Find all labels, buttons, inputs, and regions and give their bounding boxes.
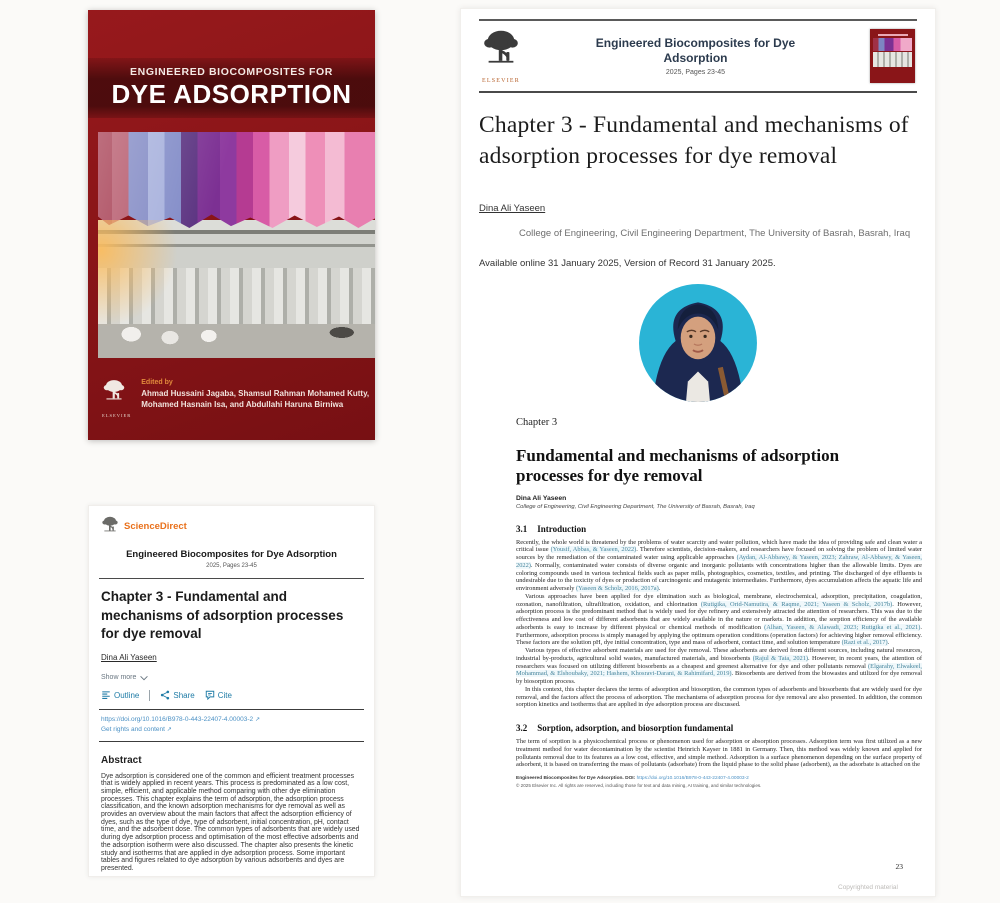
section-heading: 3.1 Introduction <box>516 523 587 534</box>
outline-icon <box>101 690 111 700</box>
elsevier-wordmark: ELSEVIER <box>482 77 520 84</box>
show-more-button[interactable] <box>101 674 362 682</box>
factory-floor <box>98 324 375 358</box>
availability-line: Available online 31 January 2025, Version of Record 31 January 2025. <box>479 257 776 269</box>
share-button[interactable] <box>160 690 194 700</box>
author-link[interactable]: Dina Ali Yaseen <box>101 652 157 662</box>
body-paragraph: Various types of effective adsorbent materials are used for dye removal. These adsorbents are derived from different sources, including natural resources, industrial by-products, agricultural solid wastes, manufactured materials, and biosorbents (Rajul & Taia, 2021). However, in recent years, the attention of researchers was focused on utilizing different biosorbents as a cheapest and greenest alternative for dye and other pollutants removal (Elgarahy, Elwakeel, Mohammad, & Elshoubaky, 2021; Hashem, Khosravi-Darani, & Rahimifard, 2019). Biosorbents are derived from the biowastes and utilized for dye removal by biosorption process. <box>516 647 922 686</box>
book-page-content <box>516 417 922 788</box>
section-heading: 3.2 Sorption, adsorption, and biosorption fundamental <box>516 723 734 734</box>
body-paragraph: Various approaches have been applied for dye elimination such as biological, membrane, electrochemical, adsorption, precipitation, coagulation, ozonation, nanofiltration, ultrafiltration, oxidation, and chlorination (Rutigika, Orid-Namutira, & Raqme, 2021; Yaseen & Scholz, 2017b). However, adsorption process is the predominant method that is widely used for dye refinery and extensively attracted the attention of researchers. This was due to the effectiveness and low cost of different adsorbents that are widely available in the nature or markets. In addition, the sorption efficiency of the available adsorbents is easy to increase by different physical or chemical methods of modification (Alhan, Yaseen, & Alawadi, 2023; Rutigika et al., 2021). Furthermore, adsorption process is simply managed by applying the optimum operation conditions (operation factors) for achieving higher removal efficiency. These factors are the solution pH, dye initial concentration, type and mass of adsorbent, contact time, and solution temperature (Razi et al., 2017). <box>516 592 922 647</box>
dye-factory-image <box>98 220 375 358</box>
citation-link[interactable]: (Yousif, Abbas, & Yaseen, 2022) <box>550 546 637 554</box>
author-affiliation: College of Engineering, Civil Engineering Department, The University of Basrah, Basrah, Iraq <box>519 227 911 239</box>
author-link[interactable]: Dina Ali Yaseen <box>479 202 546 214</box>
inner-chapter-title: Fundamental and mechanisms of adsorption processes for dye removal <box>516 445 840 485</box>
action-bar <box>101 690 362 701</box>
thumbnail-machinery <box>873 52 912 67</box>
book-cover <box>88 10 375 440</box>
cover-photo <box>98 132 375 358</box>
divider <box>99 709 364 710</box>
divider <box>149 690 150 701</box>
doi-link[interactable]: https://doi.org/10.1016/B978-0-443-22407-4.00003-2 ↗ <box>101 715 260 723</box>
chevron-down-icon <box>140 674 148 682</box>
show-more-label: Show more <box>101 674 137 681</box>
cover-series-title: ENGINEERED BIOCOMPOSITES FOR <box>130 66 333 78</box>
citation-link[interactable]: (Alhan, Yaseen, & Alawadi, 2023; Rutigika et al., 2021) <box>764 623 921 631</box>
divider <box>99 578 364 579</box>
cover-title-band <box>88 58 375 118</box>
body-paragraph: The term of sorption is a physicochemical process or phenomenon used for adsorption or absorption processes. Adsorption term was first utilized as a new treatment method for water decontamination by the scientist Heinrich Kayser in 1881 in Germany. Then, this method was widely known and applied for pollutants removal due to its features as a low cost, effective, and simple method. Adsorption is a surface phenomenon depending on the surface property of adsorbent, it is based on transferring the mass of pollutants (adsorbate) from the liquid phase to the solid phase (adsorbent), as the adsorbate is attached on the <box>516 738 922 769</box>
header-pages-line: 2025, Pages 23-45 <box>665 69 726 76</box>
page-footer <box>516 776 922 788</box>
sciencedirect-card <box>88 505 375 877</box>
watermark: Copyrighted material <box>838 884 898 891</box>
citation-link[interactable]: (Elgarahy, Elwakeel, Mohammad, & Elshoubaky, 2021; Hashem, Khosravi-Darani, & Rahimifard, 2019) <box>516 662 922 678</box>
header-book-title-link[interactable]: Engineered Biocomposites for Dye Adsorption <box>595 36 796 65</box>
rights-and-content-link[interactable]: Get rights and content ↗ <box>101 725 172 733</box>
elsevier-tree-icon <box>481 29 521 75</box>
cover-footer <box>102 379 369 418</box>
factory-pipes <box>98 220 375 268</box>
external-link-icon: ↗ <box>254 716 260 723</box>
cite-icon <box>205 690 215 700</box>
inner-affiliation: College of Engineering, Civil Engineering Department, The University of Basrah, Basrah, Iraq <box>516 503 755 510</box>
chapter-label: Chapter 3 <box>516 416 558 428</box>
chapter-title: Chapter 3 - Fundamental and mechanisms of adsorption processes for dye removal <box>479 112 909 169</box>
citation-link[interactable]: (Aydan, Al-Abbawy, & Yaseen, 2023; Zahraw, Al-Abbawy, & Yaseen, 2022) <box>516 554 922 569</box>
editors-line: Ahmad Hussaini Jagaba, Shamsul Rahman Mohamed Kutty, <box>141 389 370 398</box>
elsevier-wordmark: ELSEVIER <box>102 413 132 418</box>
edited-by-label: Edited by <box>141 379 173 386</box>
divider <box>99 741 364 742</box>
book-cover-thumbnail[interactable] <box>870 29 915 83</box>
body-paragraph: Recently, the whole world is threatened by the problems of water scarcity and water pollution, which have made the idea of providing safe and clean water a critical issue (Yousif, Abbas, & Yaseen, 2022). Therefore scientists, decision-makers, and researchers have focused on solving the problem of limited water sources by the remediation of the contaminated water using applicable approaches (Aydan, Al-Abbawy, & Yaseen, 2023; Zahraw, Al-Abbawy, & Yaseen, 2022). Normally, contaminated water consists of diverse organic and inorganic pollutants with concentrations higher than the allowable limits. Dyes are coloring compounds used in various technical fields such as paper mills, photographics, cosmetics, textiles, and printing. The discharged of dye effluents is undesirable due to the toxicity of dyes or production of carcinogenic and mutagenic intermediates. Furthermore, dyes accumulation affects the aquatic life and environment adversely (Yaseen & Scholz, 2016, 2017a). <box>516 538 922 593</box>
cite-button[interactable] <box>205 690 232 700</box>
abstract-heading: Abstract <box>101 754 142 766</box>
page-header <box>479 19 917 93</box>
page-number: 23 <box>895 862 903 871</box>
thumbnail-fabric <box>873 38 912 51</box>
author-photo <box>637 282 759 404</box>
external-link-icon: ↗ <box>166 726 172 733</box>
outline-button[interactable] <box>101 690 139 700</box>
editors-line: Mohamed Hasnain Isa, and Abdullahi Haruna Birniwa <box>141 400 344 409</box>
elsevier-tree-icon <box>101 516 119 537</box>
cover-main-title: DYE ADSORPTION <box>111 79 352 109</box>
footer-doi-link[interactable]: https://doi.org/10.1016/B978-0-443-22407-4.00003-2 <box>636 776 749 782</box>
share-label: Share <box>173 690 195 700</box>
cite-label: Cite <box>217 690 232 700</box>
footer-copyright: © 2025 Elsevier Inc. All rights are reserved, including those for text and data mining, AI training, and similar technologies. <box>516 782 762 788</box>
sciencedirect-logo[interactable] <box>101 516 362 537</box>
sciencedirect-wordmark: ScienceDirect <box>124 521 187 532</box>
outline-label: Outline <box>114 690 140 700</box>
share-icon <box>160 690 170 700</box>
citation-link[interactable]: (Yaseen & Scholz, 2016, 2017a) <box>575 585 659 593</box>
citation-link[interactable]: (Rajul & Taia, 2021) <box>752 654 809 662</box>
citation-link[interactable]: (Razi et al., 2017) <box>841 639 888 647</box>
citation-link[interactable]: (Rutigika, Orid-Namutira, & Raqme, 2021; Yaseen & Scholz, 2017b) <box>700 600 893 608</box>
factory-machines <box>98 268 375 324</box>
pages-line: 2025, Pages 23-45 <box>206 563 257 569</box>
abstract-text: Dye adsorption is considered one of the common and efficient treatment processes that is widely applied in recent years. This process is predominated as a low cost, simple, efficient, and applicable method comparing with other dye elimination processes. This chapter explains the term of adsorption, the adsorption process classification, and the known adsorption mechanisms for dye removal as well as provides an overview about the main factors that affect the adsorption efficiency of dyes, such as the type of dye, type of adsorbent, initial concentration, pH, contact time, and the adsorbent dose. The common types of adsorbents that are widely used during dye adsorption process and optimisation of the most effective adsorbents and the adsorption isotherm were also discussed. The chapter also presents the kinetic study and isotherms that are applied in dye adsorption process. Some important tables and figures related to dye adsorption by various adsorbents and dyes are presented. <box>101 772 360 872</box>
inner-author: Dina Ali Yaseen <box>516 494 567 502</box>
chapter-title: Chapter 3 - Fundamental and mechanisms of adsorption processes for dye removal <box>101 589 344 641</box>
thumbnail-title-line <box>878 34 908 36</box>
body-paragraph: In this context, this chapter declares the terms of adsorption and biosorption, the common types of adsorbents and biosorbents that are widely used for dye removal, and the factors affect the process of adsorption. The mechanisms of adsorption process for dye removal are also presented. In addition, the common sorption kinetics and isotherms that are applied in dye adsorption process are discussed. <box>516 685 922 709</box>
chapter-page <box>460 8 936 897</box>
elsevier-tree-icon <box>102 379 126 407</box>
book-title-link[interactable]: Engineered Biocomposites for Dye Adsorption <box>126 549 337 560</box>
footer-book-title: Engineered Biocomposites for Dye Adsorption. DOI: <box>516 776 637 782</box>
dyed-fabric-image <box>98 132 375 228</box>
